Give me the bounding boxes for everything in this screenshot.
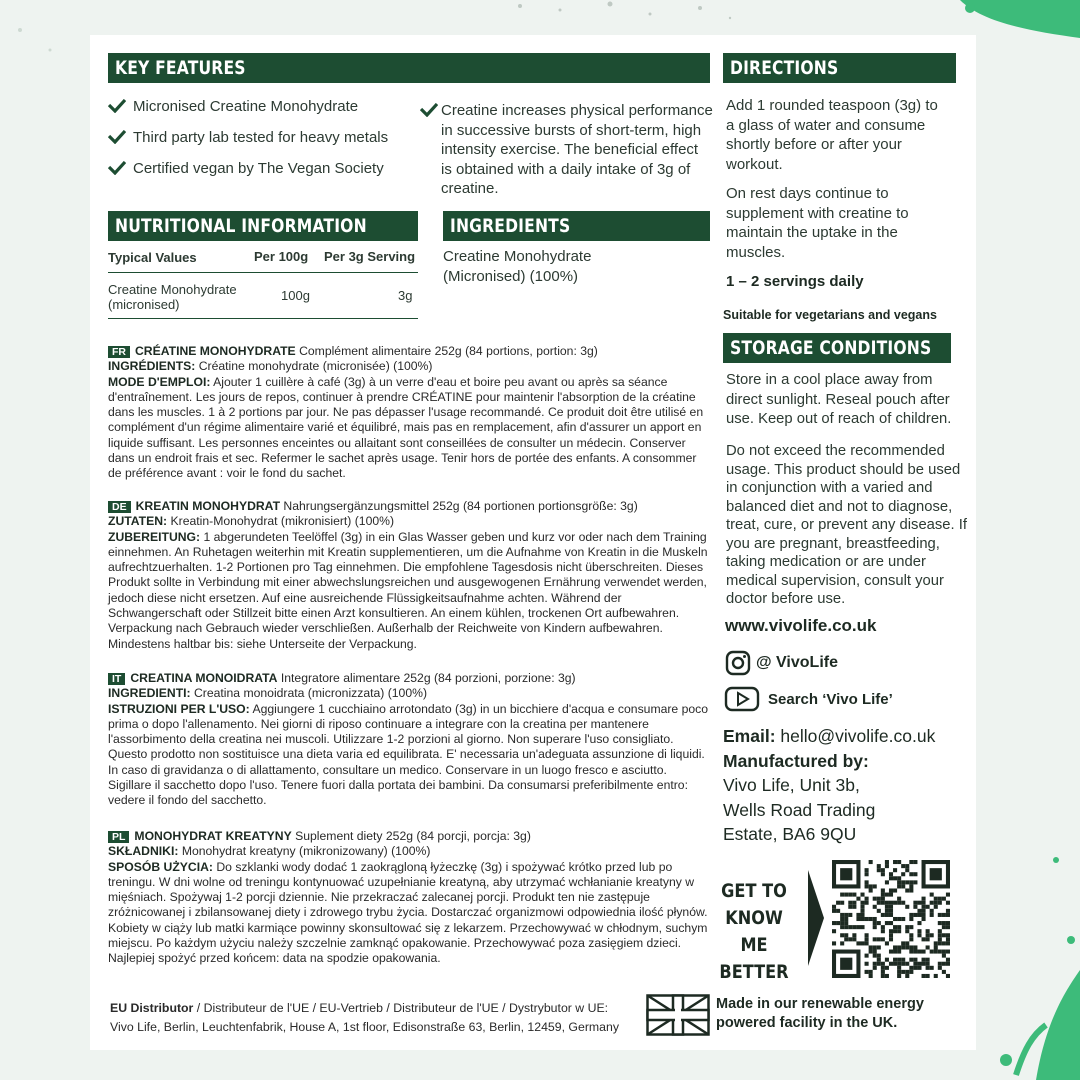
address-line-1: Vivo Life, Unit 3b, bbox=[723, 775, 860, 795]
pl-ingredients-label: SKŁADNIKI: bbox=[108, 844, 179, 859]
email-address[interactable]: hello@vivolife.co.uk bbox=[780, 726, 936, 746]
get-to-know-line1: GET TO bbox=[721, 880, 787, 902]
it-directions-label: ISTRUZIONI PER L'USO: bbox=[108, 701, 250, 716]
nutrition-row-100g: 100g bbox=[281, 288, 310, 303]
storage-header: STORAGE CONDITIONS bbox=[723, 333, 951, 363]
check-icon bbox=[108, 130, 126, 144]
translation-pl-title bbox=[108, 829, 710, 844]
de-ingredients-text: Kreatin-Monohydrat (mikronisiert) (100%) bbox=[170, 514, 395, 529]
ingredients-line1: Creatine Monohydrate bbox=[443, 248, 592, 265]
made-in-uk: Made in our renewable energy powered facility in the UK. bbox=[716, 996, 924, 1031]
directions-header: DIRECTIONS bbox=[723, 53, 956, 83]
instagram-icon[interactable] bbox=[725, 650, 751, 676]
translation-fr-title bbox=[108, 344, 710, 359]
fr-directions bbox=[108, 375, 710, 482]
eu-distributor-langs: / Distributeur de l'UE / EU-Vertrieb / Distributeur de l'UE / Dystrybutor w UE: bbox=[196, 1001, 609, 1015]
de-product-name: KREATIN MONOHYDRAT bbox=[135, 499, 281, 513]
nutrition-row-name bbox=[108, 282, 237, 312]
de-ingredients-label: ZUTATEN: bbox=[108, 514, 168, 529]
qr-code[interactable] bbox=[832, 860, 950, 978]
fr-directions-text: Ajouter 1 cuillère à café (3g) à un verre d'eau et boire peu avant ou après sa séance d'entraînement. Les jours de repos, continuer à prendre CRÉATINE pour maintenir l'absorption de la créatine dans les muscles. 1 à 2 portions par jour. Ne pas dépasser l'usage recommandé. Ce produit doit être utilisé en complément d'un régime alimentaire varié et équilibré, mais pas en remplacement, afin d'assurer un apport en liquide suffisant. Les personnes enceintes ou allaitant sont conseillées de consulter un médecin. Conserver dans un endroit frais et sec. Refermer le sachet après usage. Tenir hors de portée des enfants. A consommer de préférence avant : voir le fond du sachet. bbox=[108, 374, 704, 481]
get-to-know-me-text bbox=[713, 878, 795, 986]
address-line-2: Wells Road Trading bbox=[723, 800, 876, 820]
suitable-vegans: Suitable for vegetarians and vegans bbox=[723, 308, 937, 322]
fr-product-desc: Complément alimentaire 252g (84 portions, portion: 3g) bbox=[299, 344, 598, 358]
fr-ingredients-text: Créatine monohydrate (micronisée) (100%) bbox=[198, 359, 433, 374]
ingredients-line2: (Micronised) (100%) bbox=[443, 267, 579, 285]
translation-de-title bbox=[108, 499, 710, 514]
get-to-know-line3: BETTER bbox=[719, 961, 789, 983]
check-icon bbox=[108, 99, 126, 113]
fr-ingredients-label: INGRÉDIENTS: bbox=[108, 359, 196, 374]
nutrition-divider bbox=[108, 318, 418, 319]
translation-fr bbox=[108, 344, 710, 482]
nutrition-row-serving: 3g bbox=[398, 288, 413, 303]
instagram-handle[interactable]: @ VivoLife bbox=[756, 654, 838, 671]
eu-distributor bbox=[110, 999, 640, 1037]
translation-pl bbox=[108, 829, 710, 967]
lang-tag-fr: FR bbox=[108, 346, 130, 358]
get-to-know-line2: KNOW ME bbox=[725, 907, 783, 956]
paint-splash-left bbox=[0, 20, 90, 80]
check-icon bbox=[108, 161, 126, 175]
directions-rest-days: On rest days continue to supplement with creatine to maintain the uptake in the muscles. bbox=[726, 185, 909, 261]
lang-tag-de: DE bbox=[108, 501, 131, 513]
it-directions-text: Aggiungere 1 cucchiaino arrotondato (3g) in un bicchiere d'acqua e consumare poco prima o dopo l'allenamento. Nei giorni di riposo continuare a integrare con la creatina per mantenere l'assorbimento della creatina nei muscoli. Utilizzare 1-2 porzioni al giorno. Non superare l'uso consigliato. Questo prodotto non sostituisce una dieta varia ed equilibrata. E' necessaria un'adeguata assunzione di liquidi. In caso di gravidanza o di allattamento, consultare un medico. Conservare in un luogo fresco e asciutto. Sigillare il sacchetto dopo l'uso. Tenere fuori dalla portata dei bambini. Da consumarsi preferibilmente entro: vedere il fondo del sacchetto. bbox=[108, 701, 709, 808]
key-features-header: KEY FEATURES bbox=[108, 53, 710, 83]
nutrition-row-name-line2: (micronised) bbox=[108, 297, 180, 312]
de-ingredients bbox=[108, 514, 710, 529]
translation-it-title bbox=[108, 671, 710, 686]
youtube-icon[interactable] bbox=[724, 686, 760, 712]
email-line bbox=[723, 726, 935, 747]
pl-ingredients bbox=[108, 844, 710, 859]
pl-product-desc: Suplement diety 252g (84 porcji, porcja: 3g) bbox=[295, 829, 531, 843]
ingredients-header: INGREDIENTS bbox=[443, 211, 710, 241]
feature-item: Certified vegan by The Vegan Society bbox=[133, 160, 384, 177]
eu-distributor-label: EU Distributor bbox=[110, 1001, 194, 1015]
nutrition-row-name-line1: Creatine Monohydrate bbox=[108, 282, 237, 297]
union-jack-flag-icon bbox=[646, 994, 710, 1036]
eu-distributor-address: Vivo Life, Berlin, Leuchtenfabrik, House A, 1st floor, Edisonstraße 63, Berlin, 12459, Germany bbox=[110, 1020, 620, 1034]
fr-directions-label: MODE D'EMPLOI: bbox=[108, 374, 211, 389]
feature-item: Third party lab tested for heavy metals bbox=[133, 129, 389, 146]
check-icon bbox=[420, 103, 438, 117]
pl-product-name: MONOHYDRAT KREATYNY bbox=[134, 829, 292, 843]
website-link[interactable]: www.vivolife.co.uk bbox=[725, 616, 877, 635]
usage-warning: Do not exceed the recommended usage. This product should be used in conjunction with a varied and balanced diet and not to diagnose, treat, cure, or prevent any disease. If you are pregnant, breastfeeding, taking medication or are under medical supervision, consult your doctor before use. bbox=[726, 443, 967, 607]
paint-splash-top bbox=[500, 0, 740, 30]
nutrition-col-100g: Per 100g bbox=[254, 249, 309, 264]
de-directions-text: 1 abgerundeten Teelöffel (3g) in ein Glas Wasser geben und kurz vor oder nach dem Training einnehmen. An Ruhetagen weiterhin mit Kreatin supplementieren, um die Aufnahme von Kreatin in die Muskeln aufrechtzuerhalten. 1-2 Portionen pro Tag einnehmen. Die empfohlene Tagesdosis nicht überschreiten. Dieses Produkt sollte in Verbindung mit einer abwechslungsreichen und ausgewogenen Ernährung verwendet werden, jedoch diese nicht ersetzen. Auf eine ausreichende Flüssigkeitsaufnahme achten. Während der Schwangerschaft oder Stillzeit bitte einen Arzt konsultieren. An einem kühlen, trockenen Ort aufbewahren. Verpackung nach Gebrauch wieder verschließen. Außerhalb der Reichweite von Kindern aufbewahren. Mindestens haltbar bis: siehe Unterseite der Verpackung. bbox=[108, 529, 708, 651]
directions-text: Add 1 rounded teaspoon (3g) to a glass of water and consume shortly before or after your workout. bbox=[726, 97, 938, 173]
it-ingredients-text: Creatina monoidrata (micronizzata) (100%) bbox=[194, 686, 428, 701]
nutrition-col-serving: Per 3g Serving bbox=[324, 249, 416, 264]
email-label: Email: bbox=[723, 726, 776, 746]
de-directions bbox=[108, 530, 710, 652]
manufactured-label: Manufactured by: bbox=[723, 751, 869, 771]
storage-text: Store in a cool place away from direct sunlight. Reseal pouch after use. Keep out of reach of children. bbox=[726, 372, 952, 427]
lang-tag-pl: PL bbox=[108, 831, 129, 843]
pl-directions-label: SPOSÓB UŻYCIA: bbox=[108, 859, 213, 874]
address-line-3: Estate, BA6 9QU bbox=[723, 824, 857, 844]
pl-ingredients-text: Monohydrat kreatyny (mikronizowany) (100%) bbox=[181, 844, 431, 859]
youtube-search[interactable]: Search ‘Vivo Life’ bbox=[768, 691, 893, 708]
it-ingredients-label: INGREDIENTI: bbox=[108, 686, 191, 701]
de-product-desc: Nahrungsergänzungsmittel 252g (84 portionen portionsgröße: 3g) bbox=[283, 499, 638, 513]
creatine-claim: Creatine increases physical performance in successive bursts of short-term, high intensity exercise. The beneficial effect is obtained with a daily intake of 3g of creatine. bbox=[441, 102, 713, 197]
translation-de bbox=[108, 499, 710, 652]
it-directions bbox=[108, 702, 710, 809]
it-ingredients bbox=[108, 686, 710, 701]
pl-directions-text: Do szklanki wody dodać 1 zaokrągloną łyżeczkę (3g) i spożywać krótko przed lub po treningu. W dni wolne od treningu kontynuować uzupełnianie kreatyną, aby utrzymać wchłanianie kreatyny w mięśniach. Spożywaj 1-2 porcji dziennie. Nie przekraczać zalecanej porcji. Produkt ten nie zastępuje zróżnicowanej i zbilansowanej diety i zdrowego trybu życia. Dostarczać organizmowi odpowiednia ilość płynów. Kobiety w ciąży lub matki karmiące powinny skonsultować się z lekarzem. Przechowywać w chłodnym, suchym miejscu. Po każdym użyciu należy szczelnie zamknąć opakowanie. Przechowywać poza zasięgiem dzieci. Najlepiej spożyć przed końcem: data na spodzie opakowania. bbox=[108, 859, 708, 966]
pl-directions bbox=[108, 860, 710, 967]
ingredients-text bbox=[443, 247, 591, 286]
it-product-desc: Integratore alimentare 252g (84 porzioni, porzione: 3g) bbox=[280, 671, 576, 685]
eu-distributor-heading bbox=[110, 999, 640, 1018]
feature-item: Micronised Creatine Monohydrate bbox=[133, 98, 359, 115]
servings-daily: 1 – 2 servings daily bbox=[726, 273, 864, 290]
nutrition-divider bbox=[108, 272, 418, 273]
it-product-name: CREATINA MONOIDRATA bbox=[130, 671, 278, 685]
nutrition-header: NUTRITIONAL INFORMATION bbox=[108, 211, 418, 241]
arrow-right-icon bbox=[806, 870, 826, 966]
lang-tag-it: IT bbox=[108, 673, 125, 685]
fr-ingredients bbox=[108, 359, 710, 374]
paint-splash-bottom-right bbox=[976, 820, 1080, 1080]
translation-it bbox=[108, 671, 710, 809]
nutrition-col-typical: Typical Values bbox=[108, 250, 197, 265]
de-directions-label: ZUBEREITUNG: bbox=[108, 529, 201, 544]
fr-product-name: CRÉATINE MONOHYDRATE bbox=[135, 344, 296, 358]
